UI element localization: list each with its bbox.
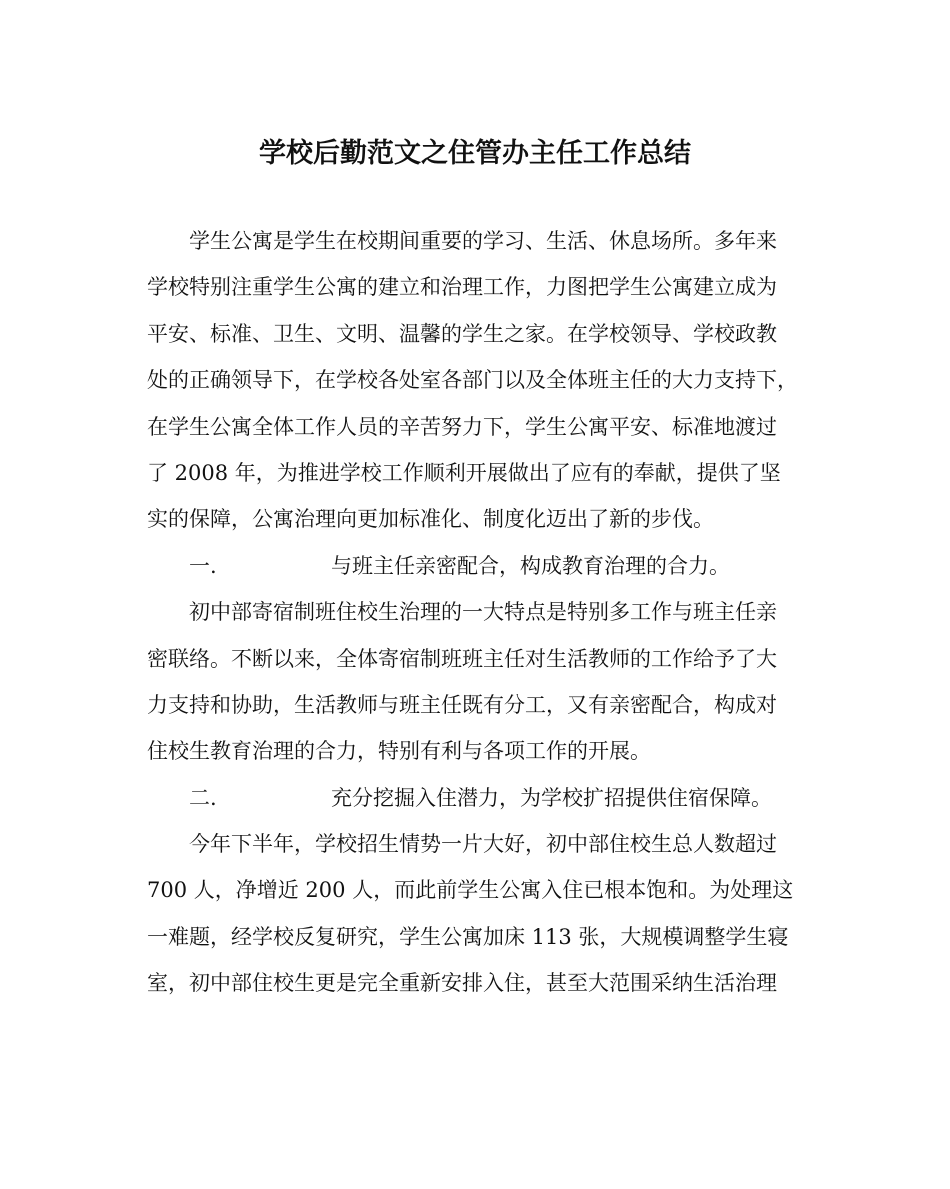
- paragraph-line: 力支持和协助，生活教师与班主任既有分工，又有亲密配合，构成对: [147, 692, 777, 717]
- paragraph-line: 学校特别注重学生公寓的建立和治理工作，力图把学生公寓建立成为: [147, 275, 777, 300]
- paragraph-line: 住校生教育治理的合力，特别有利与各项工作的开展。: [147, 739, 651, 764]
- paragraph-line: 初中部寄宿制班住校生治理的一大特点是特别多工作与班主任亲: [189, 600, 777, 625]
- document-body: [147, 218, 812, 1007]
- paragraph-line: 今年下半年，学校招生情势一片大好，初中部住校生总人数超过: [189, 832, 777, 857]
- paragraph-line: 在学生公寓全体工作人员的辛苦努力下，学生公寓平安、标准地渡过: [147, 414, 777, 439]
- section-number: 一.: [189, 553, 217, 578]
- paragraph-line: 学生公寓是学生在校期间重要的学习、生活、休息场所。多年来: [189, 229, 777, 253]
- section-number: 二.: [189, 785, 217, 810]
- paragraph-line: 平安、标准、卫生、文明、温馨的学生之家。在学校领导、学校政教: [147, 321, 777, 346]
- paragraph-line: 一难题，经学校反复研究，学生公寓加床 113 张，大规模调整学生寝: [147, 924, 789, 949]
- section-heading: [147, 775, 812, 821]
- paragraph-line: 实的保障，公寓治理向更加标准化、制度化迈出了新的步伐。: [147, 507, 714, 532]
- section-heading: [147, 543, 812, 589]
- paragraph-line: 处的正确领导下，在学校各处室各部门以及全体班主任的大力支持下，: [147, 368, 798, 393]
- section-heading-text: 充分挖掘入住潜力，为学校扩招提供住宿保障。: [331, 785, 772, 810]
- document-title: 学校后勤范文之住管办主任工作总结: [259, 138, 691, 169]
- paragraph-line: 室，初中部住校生更是完全重新安排入住，甚至大范围采纳生活治理: [147, 971, 777, 996]
- section-heading-text: 与班主任亲密配合，构成教育治理的合力。: [331, 553, 730, 578]
- paragraph-line: 密联络。不断以来，全体寄宿制班班主任对生活教师的工作给予了大: [147, 646, 777, 671]
- paragraph-line: 了 2008 年，为推进学校工作顺利开展做出了应有的奉献，提供了坚: [147, 460, 781, 485]
- paragraph-line: 700 人，净增近 200 人，而此前学生公寓入住已根本饱和。为处理这: [147, 878, 794, 903]
